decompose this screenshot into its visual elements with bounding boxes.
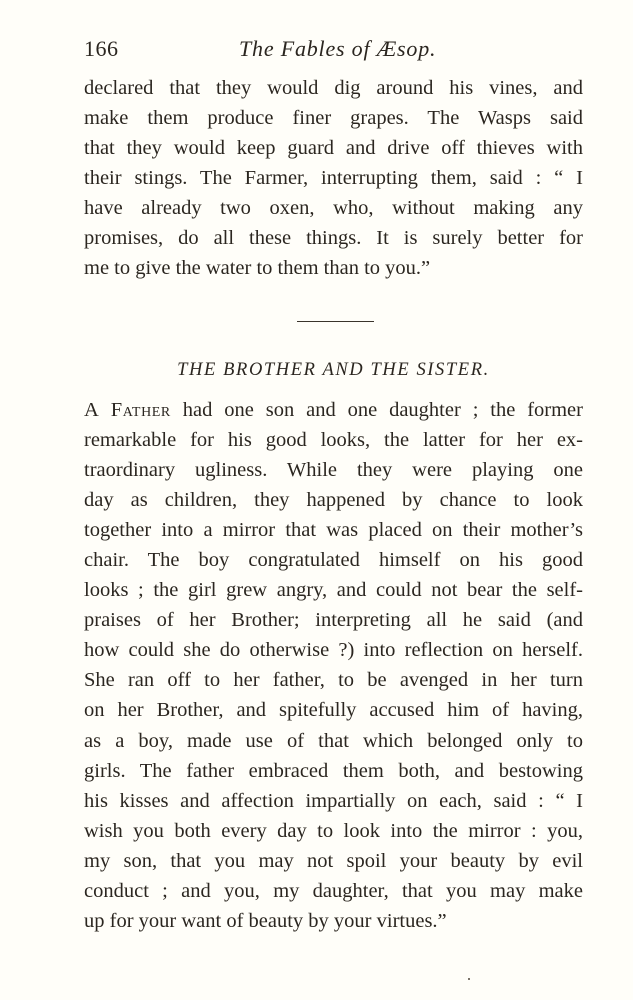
text-line: girls. The father embraced them both, and bestowing xyxy=(84,759,583,782)
text-line: up for your want of beauty by your virtues.” xyxy=(84,909,447,932)
text-line: together into a mirror that was placed on their mother’s xyxy=(84,519,583,542)
text-line: remarkable for his good looks, the latter for her ex- xyxy=(84,429,583,452)
text-line: how could she do otherwise ?) into reflection on herself. xyxy=(84,639,583,662)
text-line: traordinary ugliness. While they were playing one xyxy=(84,459,583,482)
text-line: make them produce finer grapes. The Wasps said xyxy=(84,107,583,130)
text-line: praises of her Brother; interpreting all he said (and xyxy=(84,609,583,632)
text-line: that they would keep guard and drive off thieves with xyxy=(84,137,583,160)
text-line: his kisses and affection impartially on each, said : “ I xyxy=(84,789,583,812)
text-line: have already two oxen, who, without making any xyxy=(84,197,583,220)
previous-fable-ending xyxy=(84,73,583,283)
text-line: declared that they would dig around his vines, and xyxy=(84,77,583,99)
page-number: 166 xyxy=(84,36,119,61)
text-line: She ran off to her father, to be avenged in her turn xyxy=(84,669,583,692)
text-line: wish you both every day to look into the mirror : you, xyxy=(84,819,583,842)
opening-line xyxy=(84,395,583,425)
fable-title: THE BROTHER AND THE SISTER. xyxy=(177,360,490,380)
text-line: their stings. The Farmer, interrupting them, said : “ I xyxy=(84,167,583,190)
text-line: my son, that you may not spoil your beauty by evil xyxy=(84,849,583,872)
text-line: me to give the water to them than to you.” xyxy=(84,257,431,280)
text-line: looks ; the girl grew angry, and could not bear the self- xyxy=(84,579,583,602)
text-line: conduct ; and you, my daughter, that you may make xyxy=(84,879,583,902)
text-line: promises, do all these things. It is surely better for xyxy=(84,227,583,250)
section-divider xyxy=(297,321,374,322)
text-line: on her Brother, and spitefully accused him of having, xyxy=(84,699,583,722)
opening-smallcaps: A Father xyxy=(84,399,171,421)
text-line: as a boy, made use of that which belonged only to xyxy=(84,729,583,752)
opening-line-rest: had one son and one daughter ; the former xyxy=(170,399,583,421)
running-head xyxy=(84,36,544,66)
print-speck xyxy=(468,978,470,980)
running-title: The Fables of Æsop. xyxy=(239,36,437,61)
fable-body xyxy=(84,395,583,936)
text-line: day as children, they happened by chance to look xyxy=(84,489,583,512)
text-line: chair. The boy congratulated himself on his good xyxy=(84,549,583,572)
